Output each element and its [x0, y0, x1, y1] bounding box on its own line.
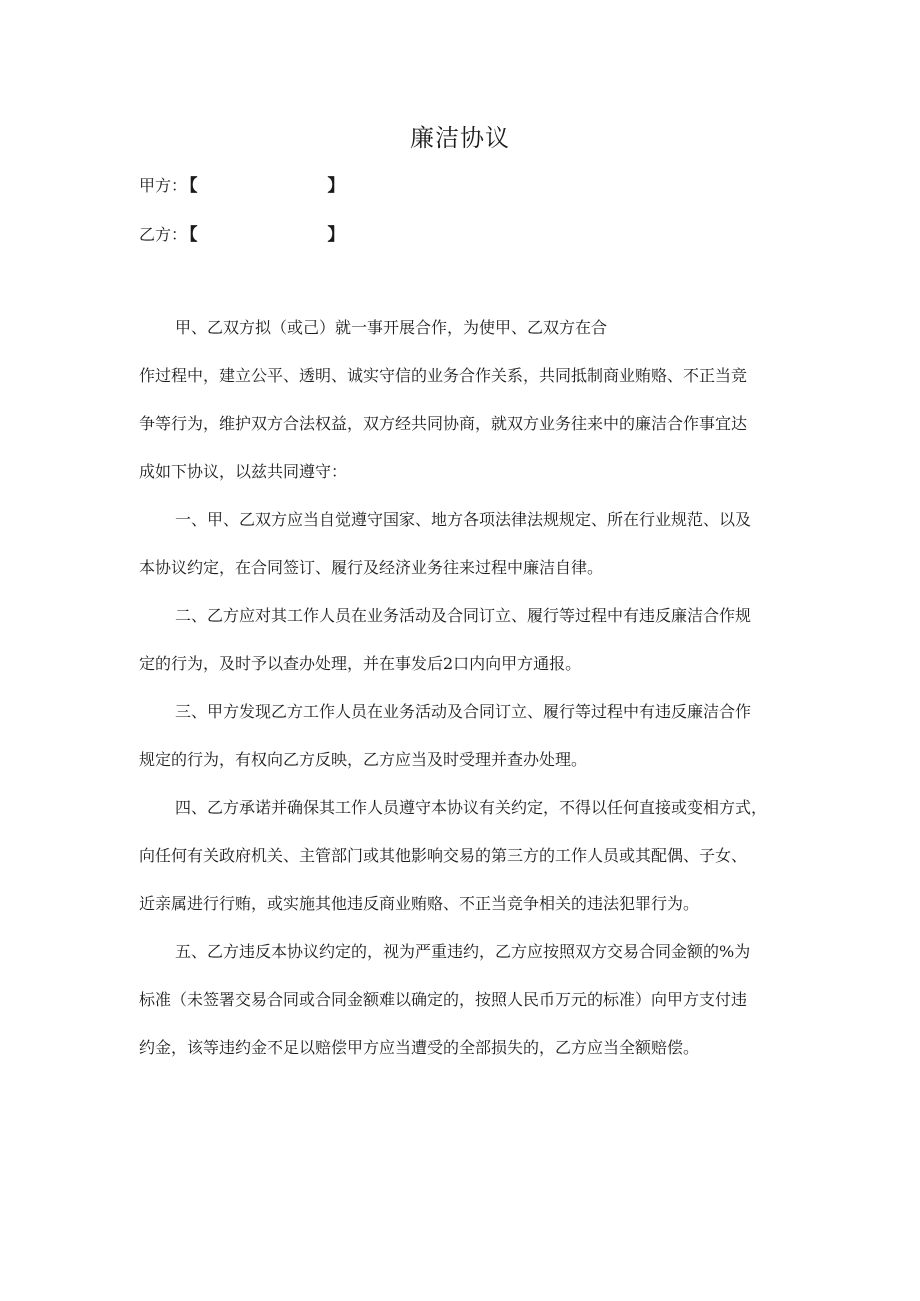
party-b-label: 乙方： [139, 225, 188, 244]
page-title: 廉洁协议 [410, 124, 510, 152]
clause-2-line: 二、乙方应对其工作人员在业务活动及合同订立、履行等过程中有违反廉洁合作规 [175, 606, 752, 625]
intro-line: 成如下协议，以兹共同遵守： [139, 462, 348, 481]
clause-5-line: 约金，该等违约金不足以赔偿甲方应当遭受的全部损失的，乙方应当全额赔偿。 [139, 1038, 700, 1057]
clause-2-line: 定的行为，及时予以查办处理，并在事发后2口内向甲方通报。 [139, 654, 582, 673]
clause-5-line: 五、乙方违反本协议约定的，视为严重违约，乙方应按照双方交易合同金额的%为 [175, 942, 751, 961]
clause-3-line: 三、甲方发现乙方工作人员在业务活动及合同订立、履行等过程中有违反廉洁合作 [175, 702, 752, 721]
intro-line: 作过程中，建立公平、透明、诚实守信的业务合作关系，共同抵制商业贿赂、不正当竞 [139, 366, 748, 385]
intro-line: 甲、乙双方拟（或己）就一事开展合作，为使甲、乙双方在合 [175, 318, 608, 337]
clause-4-line: 四、乙方承诺并确保其工作人员遵守本协议有关约定，不得以任何直接或变相方式， [175, 798, 768, 817]
clause-4-line: 向任何有关政府机关、主管部门或其他影响交易的第三方的工作人员或其配偶、子女、 [139, 846, 748, 865]
party-a-line [139, 174, 345, 198]
clause-4-line: 近亲属进行行贿，或实施其他违反商业贿赂、不正当竞争相关的违法犯罪行为。 [139, 894, 700, 913]
clause-3-line: 规定的行为，有权向乙方反映，乙方应当及时受理并查办处理。 [139, 750, 588, 769]
intro-line: 争等行为，维护双方合法权益，双方经共同协商，就双方业务往来中的廉洁合作事宜达 [139, 414, 748, 433]
bracket-open: 【 [189, 176, 198, 196]
clause-1-line: 本协议约定，在合同签订、履行及经济业务往来过程中廉洁自律。 [139, 558, 604, 577]
bracket-close: 】 [327, 225, 345, 245]
clause-5-line: 标准（未签署交易合同或合同金额难以确定的，按照人民币万元的标准）向甲方支付违 [139, 990, 748, 1009]
party-a-label: 甲方： [139, 176, 188, 195]
clause-1-line: 一、甲、乙双方应当自觉遵守国家、地方各项法律法规规定、所在行业规范、以及 [175, 510, 752, 529]
party-b-line [139, 223, 345, 247]
bracket-open: 【 [189, 225, 198, 245]
bracket-close: 】 [327, 176, 345, 196]
